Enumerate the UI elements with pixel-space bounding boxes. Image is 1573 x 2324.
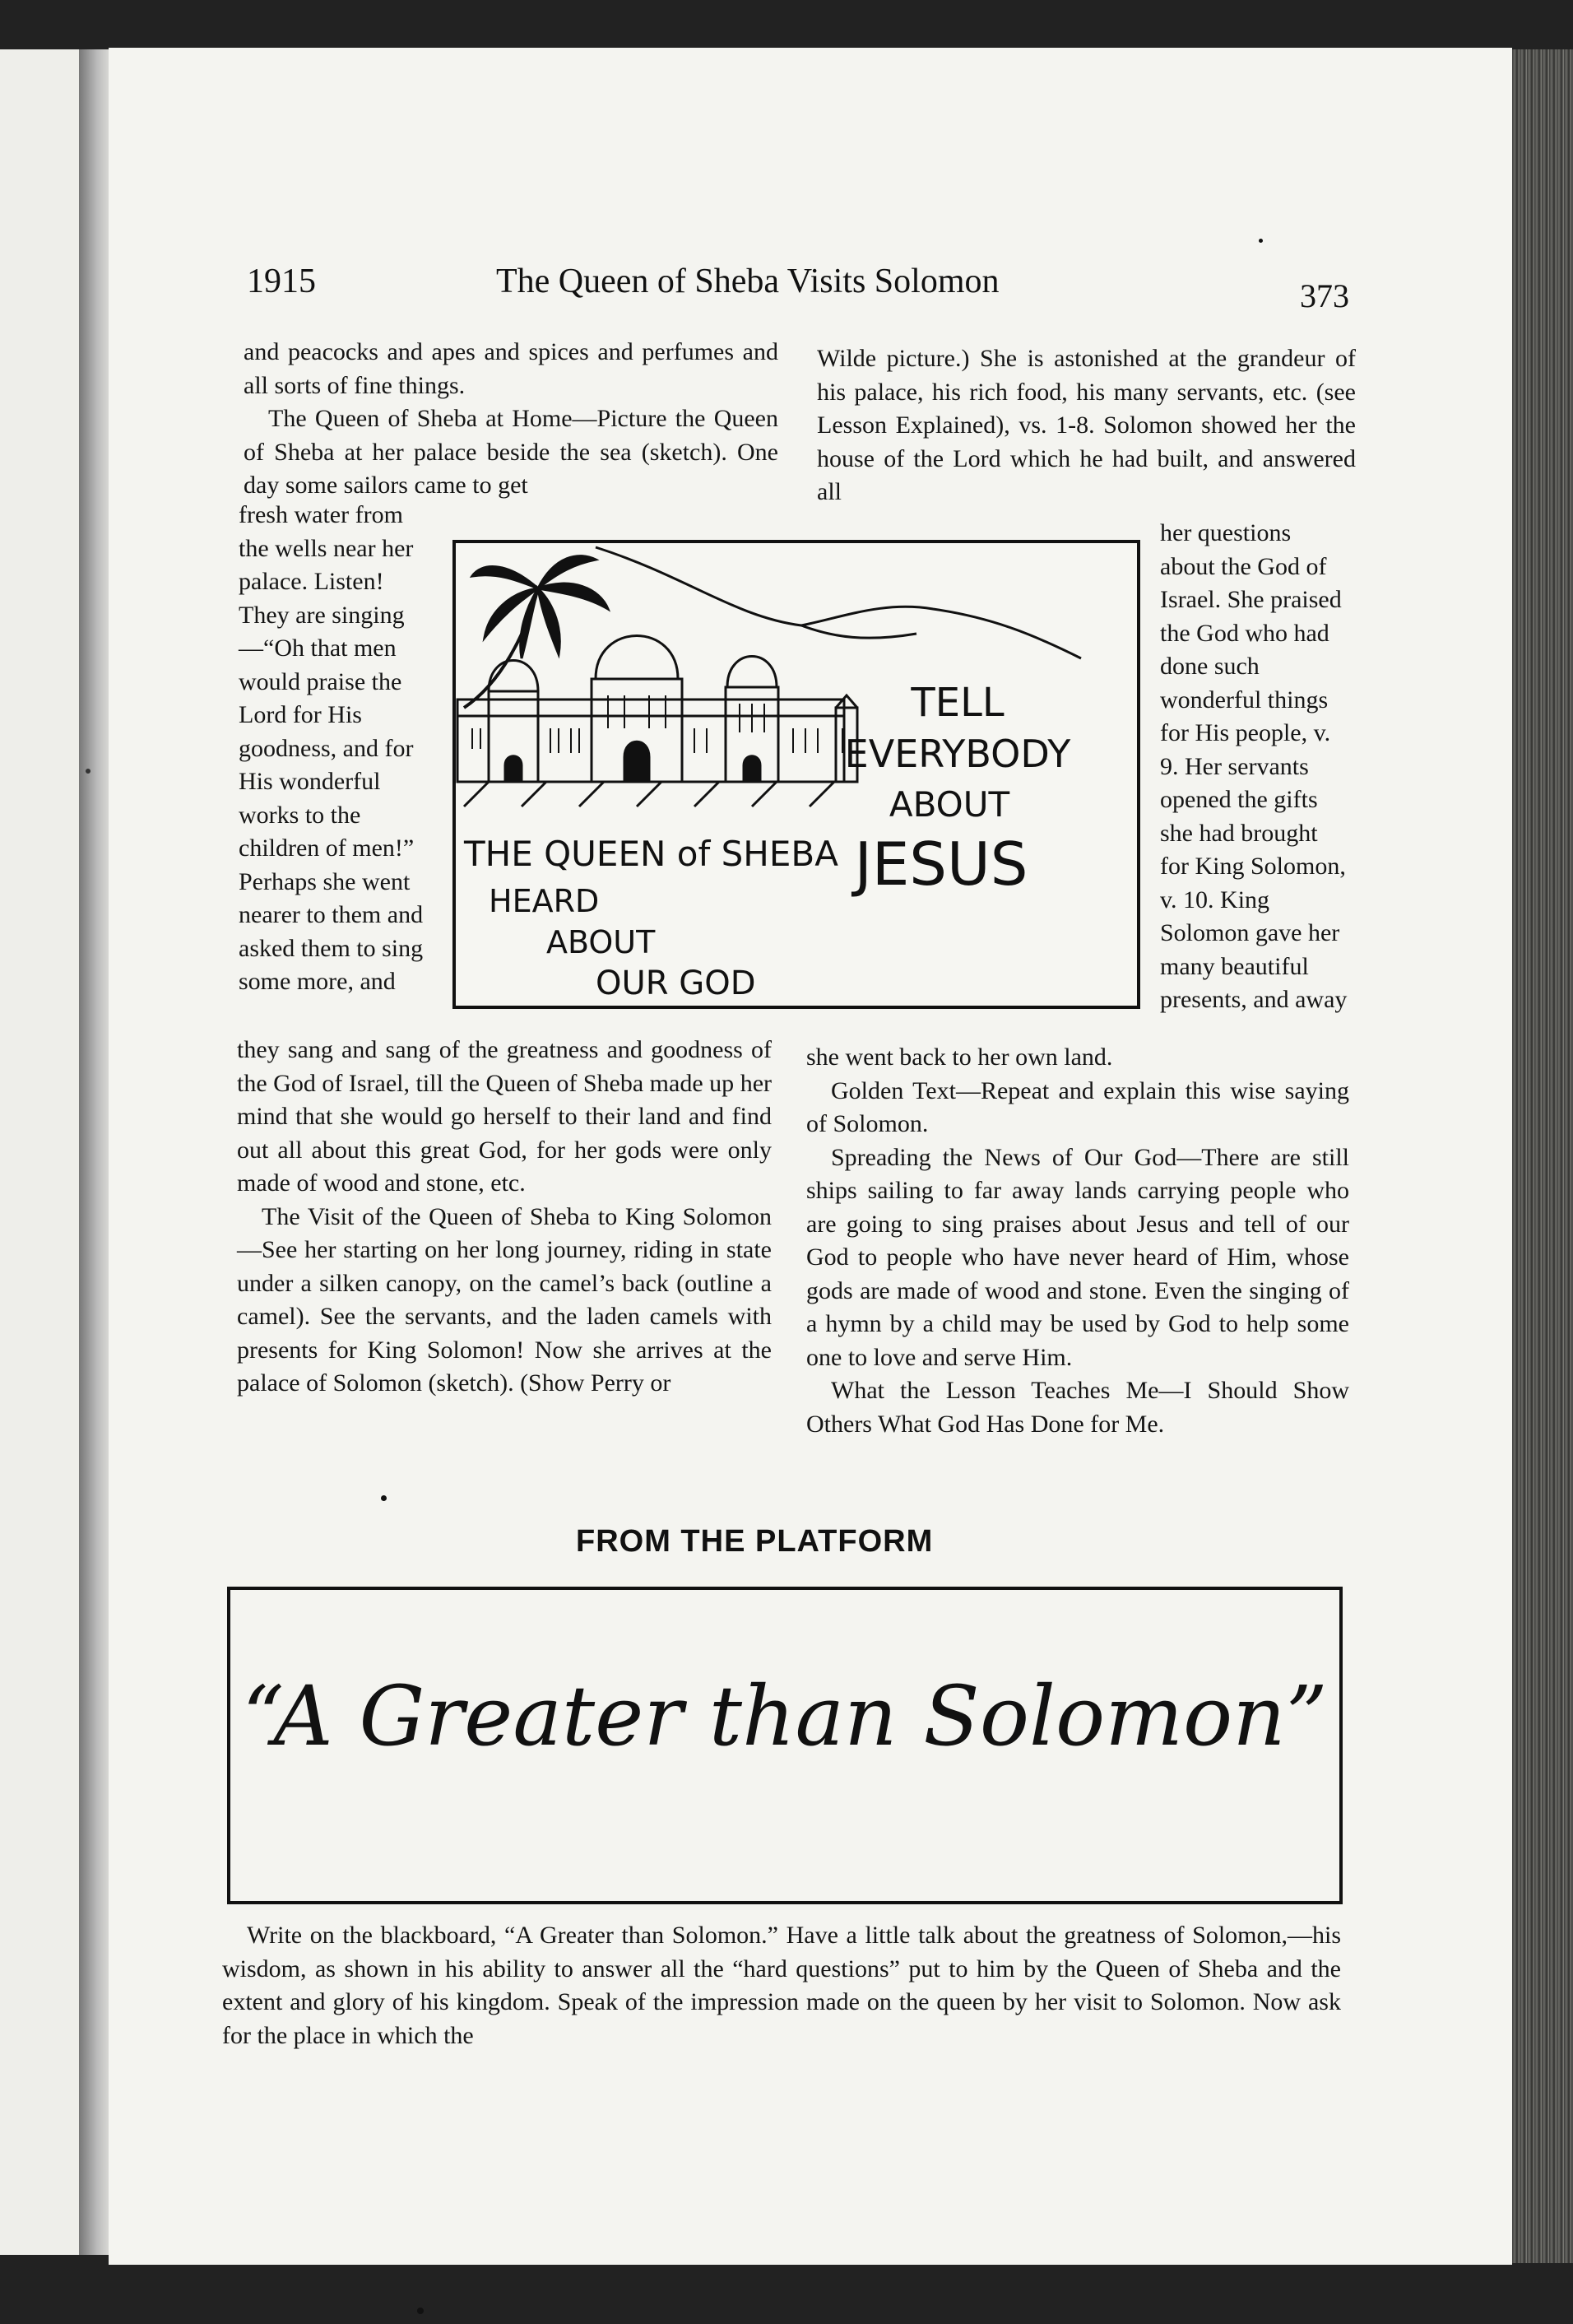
ink-speck (1259, 239, 1263, 243)
page-stack-edge (1512, 49, 1573, 2263)
paragraph: Wilde picture.) She is astonished at the grandeur of his palace, his rich food, his many servants, etc. (see Lesson Explained), vs. 1-8. Solomon showed her the house of the Lord which he had built, and answered all (817, 345, 1356, 505)
palace-building (457, 636, 857, 783)
blackboard-script-text: “A Greater than Solomon” (242, 1668, 1328, 1764)
ink-speck (86, 769, 90, 774)
right-column-top (817, 342, 1356, 509)
sketch-tell-line3: ABOUT (889, 784, 1010, 825)
paragraph: fresh water from the wells near her palace. Listen! They are singing—“Oh that men would praise the Lord for His goodness, and for His wonderful works to the children of men!” Perhaps she went nearer to them and asked them to sing some more, and (239, 501, 424, 995)
sketch-drawing (456, 543, 1137, 1006)
page-year: 1915 (247, 263, 316, 300)
paragraph: Spreading the News of Our God—There are still ships sailing to far away lands carrying people who are going to sing praises about Jesus and tell of our God to people who have never heard of Him, whose gods are made of wood and stone. Even the singing of a hymn by a child may be used by God to help some one to love and serve Him. (806, 1143, 1349, 1371)
sketch-tell-line4: JESUS (854, 830, 1028, 899)
paragraph: she went back to her own land. (806, 1043, 1113, 1071)
paragraph: her questions about the God of Israel. She praised the God who had done such wonderful things for His people, v. 9. Her servants opened the gifts she had brought for King Solomon, v. 10. King Solomon gave her many beautiful presents, and away (1160, 519, 1348, 1013)
page-number: 373 (1300, 277, 1349, 314)
paragraph: What the Lesson Teaches Me—I Should Show Others What God Has Done for Me. (806, 1377, 1349, 1438)
paragraph: The Queen of Sheba at Home—Picture the Queen of Sheba at her palace beside the sea (sketch). One day some sailors came to get (244, 405, 778, 499)
ground-lines (457, 782, 851, 806)
left-column-wrap (239, 499, 434, 999)
sketch-caption-line3: ABOUT (546, 924, 656, 960)
sketch-caption-line1: THE QUEEN of SHEBA (464, 834, 838, 874)
paragraph: Golden Text—Repeat and explain this wise saying of Solomon. (806, 1076, 1349, 1137)
paragraph: The Visit of the Queen of Sheba to King Solomon—See her starting on her long journey, riding in state under a silken canopy, on the camel’s back (outline a camel). See the servants, and the laden camels with presents for King Solomon! Now she arrives at the palace of Solomon (sketch). (Show Perry or (237, 1202, 772, 1397)
paragraph: Write on the blackboard, “A Greater than Solomon.” Have a little talk about the greatness of Solomon,—his wisdom, as shown in his ability to answer all the “hard questions” put to him by the Queen of Sheba and the extent and glory of his kingdom. Speak of the impression made on the queen by her visit to Solomon. Now ask for the place in which the (222, 1922, 1341, 2049)
section-heading: FROM THE PLATFORM (576, 1524, 934, 1559)
palace-sketch (452, 540, 1140, 1009)
hills-line (596, 547, 1081, 658)
paragraph: they sang and sang of the greatness and goodness of the God of Israel, till the Queen of Sheba made up her mind that she would go herself to their land and find out all about this great God, for her gods were only made of wood and stone, etc. (237, 1036, 772, 1197)
sketch-tell-line2: EVERYBODY (844, 732, 1071, 776)
blackboard-box (227, 1587, 1343, 1904)
sketch-caption-line4: OUR GOD (596, 964, 756, 1002)
left-column-top (244, 336, 778, 503)
closing-paragraph (222, 1919, 1341, 2052)
ink-speck (381, 1495, 387, 1501)
ink-speck (417, 2308, 424, 2314)
paragraph: and peacocks and apes and spices and perfumes and all sorts of fine things. (244, 338, 778, 399)
sketch-caption-line2: HEARD (489, 883, 600, 919)
sketch-tell-line1: TELL (911, 680, 1005, 726)
running-title: The Queen of Sheba Visits Solomon (496, 263, 1000, 300)
right-column-wrap (1160, 517, 1351, 1017)
left-column-bottom (237, 1034, 772, 1401)
palm-tree (464, 556, 608, 708)
right-column-bottom (806, 1041, 1349, 1441)
